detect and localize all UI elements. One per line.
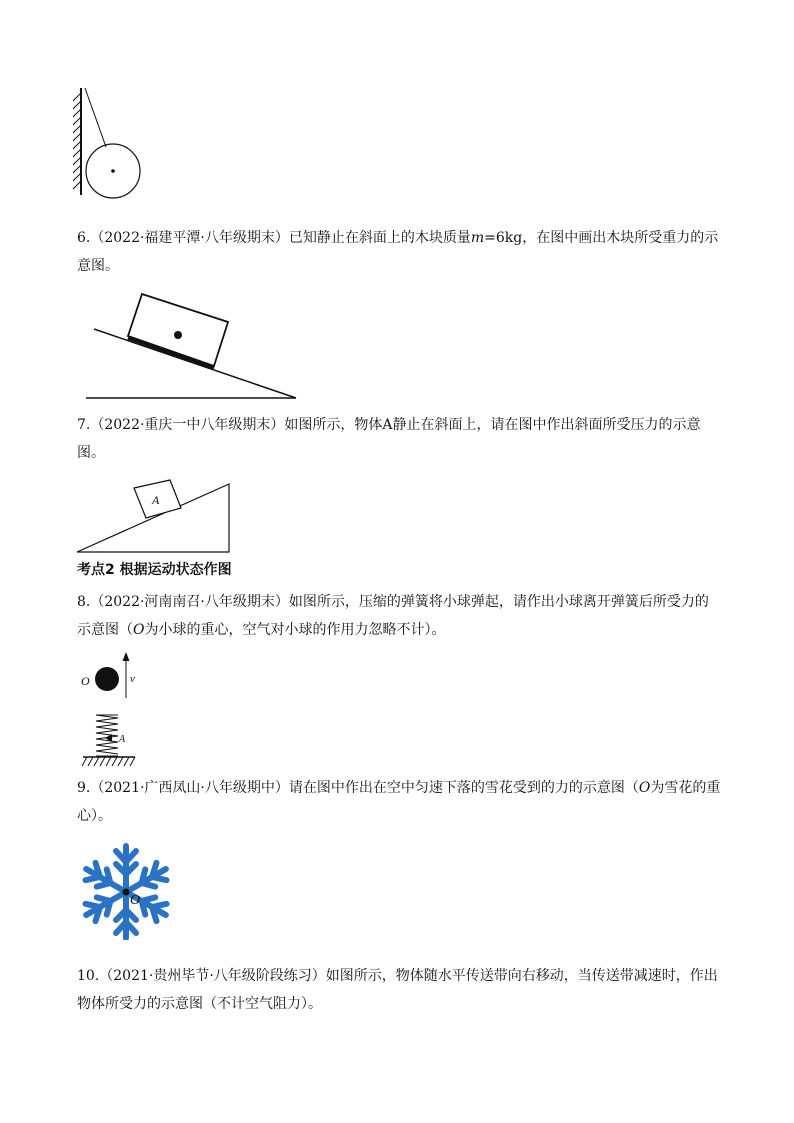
question-6-mass-variable: m (470, 230, 485, 246)
velocity-label: v (130, 673, 135, 685)
figure-block-on-incline (82, 288, 302, 403)
question-10: 10.（2021·贵州毕节·八年级阶段练习）如图所示，物体随水平传送带向右移动，当传送带减速时，作出物体所受力的示意图（不计空气阻力）。 (77, 968, 718, 1012)
figure-snowflake (78, 840, 178, 940)
snowflake-center-label: O (130, 893, 141, 908)
question-9-text-before: 9.（2021·广西凤山·八年级期中）请在图中作出在空中匀速下落的雪花受到的力的示意图（ (77, 780, 639, 796)
figure-object-a-on-incline (74, 474, 234, 556)
spring-label: A (119, 734, 126, 745)
question-7: 7.（2022·重庆一中八年级期末）如图所示，物体A静止在斜面上，请在图中作出斜面所受压力的示意图。 (77, 417, 701, 461)
question-6-text-before: 6.（2022·福建平潭·八年级期末）已知静止在斜面上的木块质量 (77, 230, 471, 246)
question-6 (77, 224, 722, 280)
question-6-text-after: =6kg，在图中画出木块所受重力的示意图。 (77, 230, 719, 274)
question-9-text-after: 为雪花的重心）。 (77, 780, 721, 824)
object-a-label: A (152, 493, 160, 507)
question-9 (77, 774, 722, 830)
question-8 (77, 588, 722, 644)
figure-hanging-ball (70, 85, 150, 200)
question-8-center-variable: O (133, 622, 145, 638)
question-8-text-after: 为小球的重心，空气对小球的作用力忽略不计）。 (144, 622, 446, 638)
ball-center-label: O (81, 674, 90, 688)
question-8-text-before: 8.（2022·河南南召·八年级期末）如图所示，压缩的弹簧将小球弹起，请作出小球离开弹簧后所受力的示意图（ (77, 594, 709, 638)
question-9-center-variable: O (638, 780, 651, 796)
section-heading: 考点2 根据运动状态作图 (77, 562, 232, 578)
figure-ball-and-spring (78, 648, 158, 770)
